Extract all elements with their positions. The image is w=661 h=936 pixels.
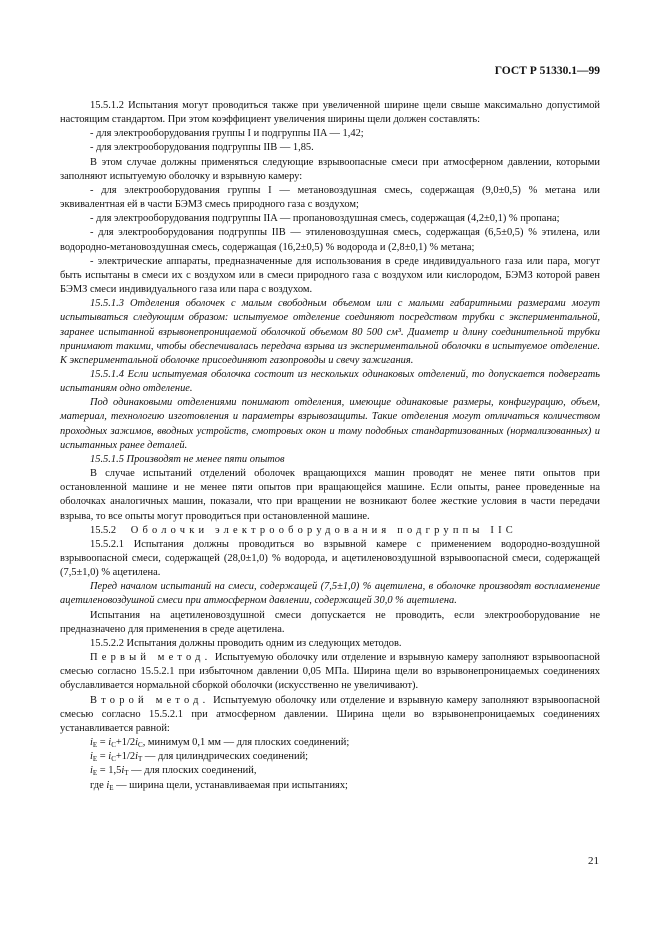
list-item: - для электрооборудования группы I и подгруппы IIA — 1,42;: [90, 128, 364, 140]
list-item: - электрические аппараты, предназначенные для использования в среде индивидуального газа или пара, могут быть испытаны в смеси их с воздухом или в смеси природного газа с воздухом или кислородом, БЭМЗ которой равен БЭМЗ смеси индивидуального газа или пара с воздухом.: [60, 255, 600, 296]
formula-text: где: [90, 779, 104, 791]
formula-text: , минимум 0,1 мм — для плоских соединений;: [142, 737, 350, 749]
document-body: [60, 99, 600, 793]
paragraph: Под одинаковыми отделениями понимают отделения, имеющие одинаковые размеры, конфигурацию, объем, материал, технологию изготовления и параметры взрывозащиты. Такие отделения могут отличаться количеством проходных зажимов, вводных устройств, смотровых окон и тому подобных стандартизованных (нормализованных) и испытанных ранее деталей.: [60, 397, 600, 451]
paragraph: 15.5.2.2 Испытания должны проводить одним из следующих методов.: [90, 637, 402, 649]
formula-line: $i_E = i_C+1/2i_C$, минимум 0,1 мм — для плоских соединений;: [90, 737, 350, 750]
page-header: ГОСТ Р 51330.1—99: [494, 65, 600, 77]
list-item: - для электрооборудования группы I — метановоздушная смесь, содержащая (9,0±0,5) % метана или эквивалентная ей в части БЭМЗ смесь природного газа с воздухом;: [60, 184, 600, 211]
formula-line: $i_E = i_C+1/2i_T$ — для цилиндрических соединений;: [90, 751, 309, 764]
formula-text: — для плоских соединений,: [131, 765, 257, 777]
method-title: Второй метод.: [90, 694, 210, 706]
method-text: Испытуемую оболочку или отделение и взрывную камеру заполняют взрывоопасной смесью согласно 15.5.2.1 при избыточном давлении 0,05 МПа. Ширина щели во взрывонепроницаемых соединениях обуславливается нормальной сборкой оболочки (искусственно не увеличивают).: [60, 652, 601, 692]
formula-text: — ширина щели, устанавливаемая при испытаниях;: [116, 779, 348, 791]
formula-line: где $i_E$ — ширина щели, устанавливаемая при испытаниях;: [90, 779, 348, 792]
paragraph: 15.5.1.5 Производят не менее пяти опытов: [90, 453, 285, 465]
formula-line: $i_E = 1,5i_T$ — для плоских соединений,: [90, 765, 257, 778]
page-number: 21: [588, 855, 599, 867]
section-title: Оболочки электрооборудования подгруппы IIC: [130, 524, 517, 536]
paragraph: 15.5.1.4 Если испытуемая оболочка состоит из нескольких одинаковых отделений, то допускается подвергать испытаниям одно отделение.: [60, 368, 600, 395]
paragraph: Испытания на ацетиленовоздушной смеси допускается не проводить, если электрооборудование не предназначено для применения в среде ацетилена.: [60, 609, 600, 635]
section-heading: [60, 524, 600, 538]
paragraph: 15.5.1.3 Отделения оболочек с малым свободным объемом или с малыми габаритными размерами могут испытываться следующим образом: испытуемое отделение соединяют посредством трубки с экспериментальной, заранее испытанной взрывонепроницаемой оболочкой объемом 80 500 см³. Диаметр и длину соединительной трубки принимают такими, чтобы обеспечивалась передача взрыва из экспериментальной оболочки в испытуемое отделение. К экспериментальной оболочке присоединяют газопроводы и свечу зажигания.: [60, 298, 600, 366]
list-item: - для электрооборудования подгруппы IIA — пропановоздушная смесь, содержащая (4,2±0,1) % пропана;: [90, 213, 560, 225]
section-number: 15.5.2: [90, 524, 117, 536]
method-title: Первый метод.: [90, 652, 212, 664]
list-item: - для электрооборудования подгруппы IIB — 1,85.: [90, 142, 314, 154]
list-item: - для электрооборудования подгруппы IIB — этиленовоздушная смесь, содержащая (6,5±0,5) % этилена, или водородно-метановоздушная смесь, содержащая (16,2±0,5) % водорода и (2,8±0,1) % метана;: [60, 227, 600, 253]
paragraph: [60, 651, 600, 693]
paragraph: 15.5.1.2 Испытания могут проводиться также при увеличенной ширине щели свыше максимально допустимой настоящим стандартом. При этом коэффициент увеличения ширины щели должен составлять:: [60, 100, 600, 126]
paragraph: В этом случае должны применяться следующие взрывоопасные смеси при атмосферном давлении, которыми заполняют испытуемую оболочку и взрывную камеру:: [60, 156, 600, 182]
paragraph: [60, 694, 600, 736]
paragraph: 15.5.2.1 Испытания должны проводиться во взрывной камере с применением водородно-воздушной взрывоопасной смеси, содержащей (28,0±1,0) % водорода, и ацетиленовоздушной взрывоопасной смеси, содержащей (7,5±1,0) % ацетилена.: [60, 538, 600, 579]
method-text: Испытуемую оболочку или отделение и взрывную камеру заполняют взрывоопасной смесью согласно 15.5.2.1 при атмосферном давлении. Ширина щели во взрывонепроницаемых соединениях устанавливается равной:: [60, 694, 600, 734]
paragraph: В случае испытаний отделений оболочек вращающихся машин проводят не менее пяти опытов при остановленной машине и не менее пяти опытов при вращающейся машине. Если опыты, ранее проведенные на оболочках аналогичных машин, показали, что при вращении не возникают более жесткие условия в части передачи взрыва, то все опыты могут проводиться при остановленной машине.: [60, 468, 600, 522]
paragraph: Перед началом испытаний на смеси, содержащей (7,5±1,0) % ацетилена, в оболочке производят воспламенение ацетиленовоздушной смеси при атмосферном давлении, содержащей 30,0 % ацетилена.: [60, 581, 600, 607]
formula-text: — для цилиндрических соединений;: [144, 751, 309, 763]
